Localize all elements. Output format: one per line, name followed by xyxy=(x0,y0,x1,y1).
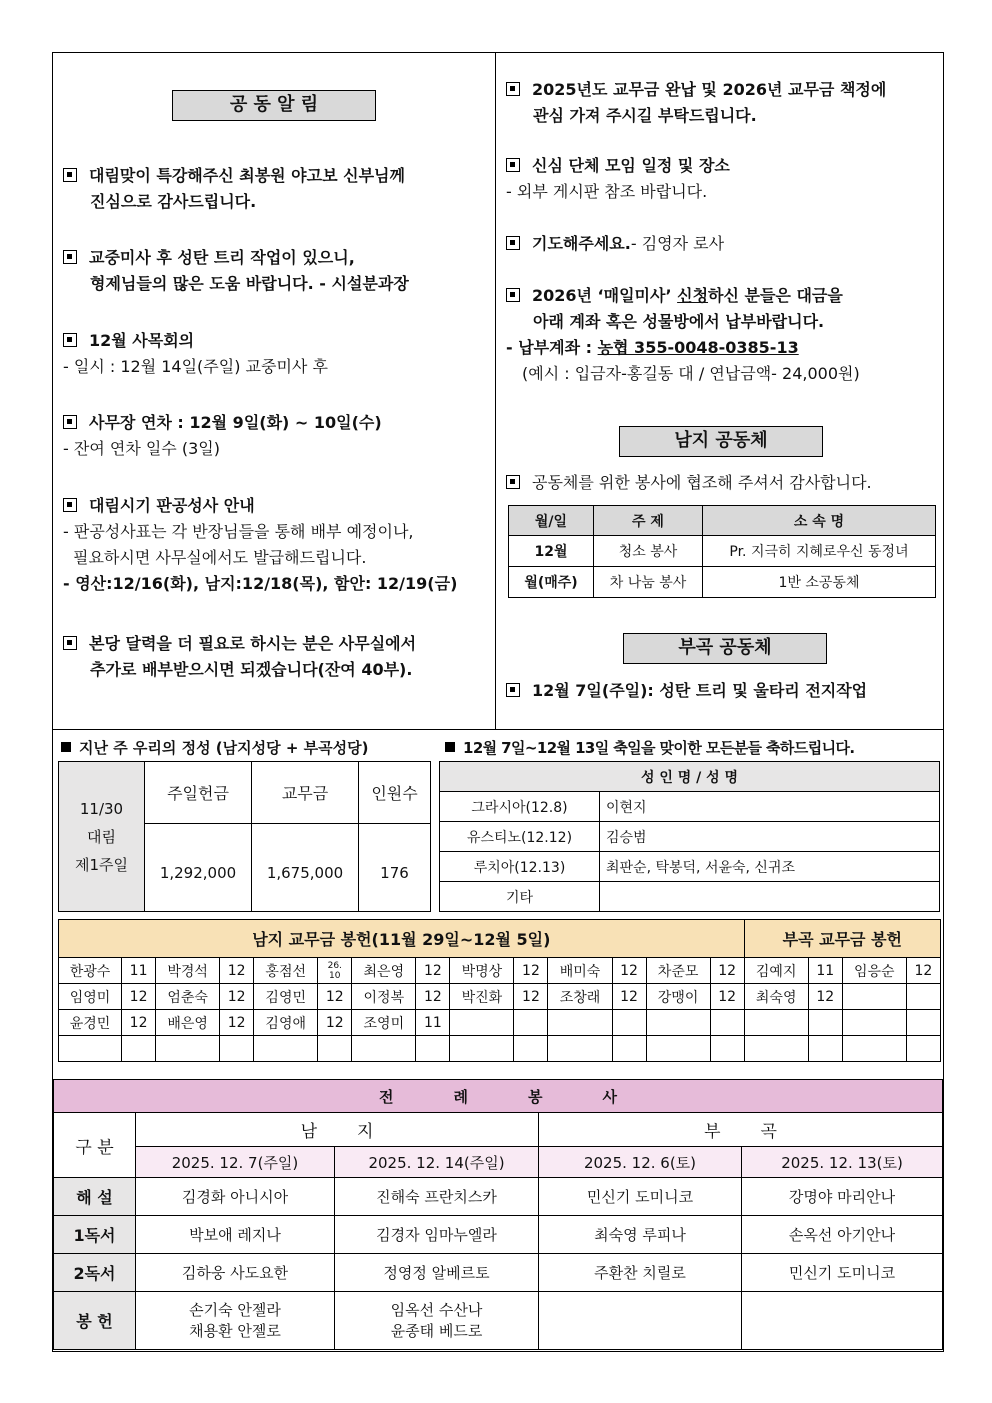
notices-left-column xyxy=(53,53,496,729)
donor-name xyxy=(156,1036,220,1062)
bullet-icon xyxy=(506,236,520,250)
donor-month: 12 xyxy=(416,958,450,984)
offering-heading: 지난 주 우리의 정성 (남지성당 + 부곡성당) xyxy=(61,737,368,758)
donor-month xyxy=(612,1010,646,1036)
donor-month: 12 xyxy=(318,1010,352,1036)
donor-name: 박진화 xyxy=(450,984,514,1010)
donor-name xyxy=(842,1010,906,1036)
bullet-icon xyxy=(63,333,77,347)
bugok-community-title: 부곡 공동체 xyxy=(623,633,827,664)
donor-month xyxy=(514,1036,548,1062)
donor-name: 조영미 xyxy=(352,1010,416,1036)
offering-date-label: 11/30 대림 제1주일 xyxy=(59,762,145,912)
donor-month: 12 xyxy=(612,984,646,1010)
table-row: 12월 청소 봉사 Pr. 지극히 지혜로우신 동정녀 xyxy=(509,536,936,567)
donor-month: 12 xyxy=(220,984,254,1010)
donor-month: 12 xyxy=(514,958,548,984)
section-divider xyxy=(53,729,943,730)
bugok-group: 부곡 xyxy=(539,1113,943,1147)
donor-name: 엄춘숙 xyxy=(156,984,220,1010)
liturgy-table: 전례봉사 구 분 남지 부곡 2025. 12. 7(주일) 2025. 12. 14(주일) 2025. 12. 6(토) 2025. 12. 13(토) 해 설 김경화 아니시아 진해숙 프란치스카 민신기 도미니코 강명야 마리안나 1독서 박보애 레지나 김경자 임마누엘라 최숙영 루피나 손옥선 아기안나 2독서 김하웅 사도요한 정영정 알베르토 주환찬 치릴로 민신기 도미니코 봉 헌 손기숙 안젤라 채용환 안젤로 임옥선 수산나 윤종태 베드로 xyxy=(53,1079,943,1350)
table-row xyxy=(59,1010,941,1036)
donor-month: 12 xyxy=(122,984,156,1010)
donor-name xyxy=(744,1010,808,1036)
bullet-icon xyxy=(506,475,520,489)
donor-name: 배미숙 xyxy=(548,958,612,984)
donor-month xyxy=(318,1036,352,1062)
donor-name: 윤경민 xyxy=(59,1010,122,1036)
bullet-icon xyxy=(63,415,77,429)
donor-name: 김예지 xyxy=(744,958,808,984)
donor-month xyxy=(906,1036,940,1062)
donor-name: 이정복 xyxy=(352,984,416,1010)
donor-month: 12 xyxy=(710,958,744,984)
donor-name xyxy=(548,1036,612,1062)
notice-dues: 2025년도 교무금 완납 및 2026년 교무금 책정에 관심 가져 주시길 부탁드립니다. xyxy=(506,77,886,129)
bullet-icon xyxy=(506,82,520,96)
donor-month: 11 xyxy=(808,958,842,984)
donor-name xyxy=(352,1036,416,1062)
sunday-offering-value: 1,292,000 xyxy=(145,824,252,912)
donor-name: 차준모 xyxy=(646,958,710,984)
notice-daily-missal: 2026년 ‘매일미사’ 신청하신 분들은 대금을 아래 계좌 혹은 성물방에서 납부바랍니다. - 납부계좌 : 농협 355-0048-0385-13 (예시 : 입금자-홍길동 대 / 연납금액- 24,000원) xyxy=(506,286,860,383)
square-bullet-icon xyxy=(61,742,71,752)
namji-community-title: 남지 공동체 xyxy=(619,426,823,457)
table-row: 그라시아(12.8) 이현지 xyxy=(440,792,940,822)
donor-name: 박명상 xyxy=(450,958,514,984)
donor-month: 11 xyxy=(122,958,156,984)
donor-month xyxy=(906,984,940,1010)
table-row: 유스티노(12.12) 김승범 xyxy=(440,822,940,852)
donor-name xyxy=(59,1036,122,1062)
donor-name: 최숙영 xyxy=(744,984,808,1010)
bullet-icon xyxy=(506,288,520,302)
common-notice-title: 공 동 알 림 xyxy=(172,90,376,121)
notice-bugok-work: 12월 7일(주일): 성탄 트리 및 울타리 전지작업 xyxy=(506,678,867,704)
donor-month xyxy=(710,1036,744,1062)
table-row: 해 설 김경화 아니시아 진해숙 프란치스카 민신기 도미니코 강명야 마리안나 xyxy=(54,1178,943,1216)
namji-dues-header: 남지 교무금 봉헌(11월 29일~12월 5일) xyxy=(59,920,745,958)
donor-month: 12 xyxy=(612,958,646,984)
table-row: 루치아(12.13) 최판순, 탁봉덕, 서윤숙, 신귀조 xyxy=(440,852,940,882)
liturgy-title: 전례봉사 xyxy=(54,1080,943,1113)
notice-namji-thanks: 공동체를 위한 봉사에 협조해 주셔서 감사합니다. xyxy=(506,470,872,496)
notice-pastoral-meeting: 12월 사목회의 - 일시 : 12월 14일(주일) 교중미사 후 xyxy=(63,331,328,376)
table-row: 기타 xyxy=(440,882,940,912)
donor-name: 임영미 xyxy=(59,984,122,1010)
donor-month: 11 xyxy=(416,1010,450,1036)
feast-heading: 12월 7일~12월 13일 축일을 맞이한 모든분들 축하드립니다. xyxy=(445,737,854,758)
donor-name: 김영민 xyxy=(254,984,318,1010)
bulletin-frame xyxy=(52,52,944,1352)
donor-month xyxy=(612,1036,646,1062)
donor-name xyxy=(842,1036,906,1062)
donor-month: 12 xyxy=(906,958,940,984)
donor-month: 12 xyxy=(710,984,744,1010)
donor-month xyxy=(906,1010,940,1036)
donor-name: 조창래 xyxy=(548,984,612,1010)
bullet-icon xyxy=(63,498,77,512)
donor-month xyxy=(416,1036,450,1062)
table-row xyxy=(59,984,941,1010)
bullet-icon xyxy=(506,158,520,172)
donor-name xyxy=(744,1036,808,1062)
donor-name: 한광수 xyxy=(59,958,122,984)
donor-month: 12 xyxy=(122,1010,156,1036)
donor-month xyxy=(122,1036,156,1062)
donor-month: 12 xyxy=(808,984,842,1010)
donor-name xyxy=(646,1036,710,1062)
donor-month xyxy=(710,1010,744,1036)
donor-month xyxy=(220,1036,254,1062)
bullet-icon xyxy=(63,168,77,182)
namji-group: 남지 xyxy=(136,1113,539,1147)
donor-name: 강맹이 xyxy=(646,984,710,1010)
notice-thanks-lecture: 대림맞이 특강해주신 최봉원 야고보 신부님께 진심으로 감사드립니다. xyxy=(63,163,405,215)
donor-name xyxy=(254,1036,318,1062)
notices-right-column xyxy=(496,53,943,729)
notice-office-leave: 사무장 연차 : 12월 9일(화) ~ 10일(수) - 잔여 연차 일수 (3일) xyxy=(63,413,382,458)
table-row: 1독서 박보애 레지나 김경자 임마누엘라 최숙영 루피나 손옥선 아기안나 xyxy=(54,1216,943,1254)
offering-table: 11/30 대림 제1주일 주일헌금 교무금 인원수 1,292,000 1,675,000 176 xyxy=(58,761,431,912)
namji-service-table: 월/일 주 제 소 속 명 12월 청소 봉사 Pr. 지극히 지혜로우신 동정녀 월(매주) 차 나눔 봉사 1반 소공동체 xyxy=(508,505,936,598)
donor-name xyxy=(842,984,906,1010)
donor-month: 26. 10 xyxy=(318,958,352,984)
notice-calendar: 본당 달력을 더 필요로 하시는 분은 사무실에서 추가로 배부받으시면 되겠습니다(잔여 40부). xyxy=(63,631,416,683)
donor-name xyxy=(450,1036,514,1062)
attendance-value: 176 xyxy=(359,824,431,912)
donor-name xyxy=(646,1010,710,1036)
donor-name: 박경석 xyxy=(156,958,220,984)
donor-month: 12 xyxy=(416,984,450,1010)
bullet-icon xyxy=(506,683,520,697)
notice-group-meetings: 신심 단체 모임 일정 및 장소 - 외부 게시판 참조 바랍니다. xyxy=(506,156,730,201)
bank-account: 농협 355-0048-0385-13 xyxy=(597,338,799,357)
donor-month: 12 xyxy=(318,984,352,1010)
donor-month: 12 xyxy=(220,1010,254,1036)
dues-table xyxy=(58,919,941,1062)
donor-month xyxy=(808,1036,842,1062)
bullet-icon xyxy=(63,636,77,650)
notice-christmas-tree: 교중미사 후 성탄 트리 작업이 있으니, 형제님들의 많은 도움 바랍니다. - 시설분과장 xyxy=(63,245,409,297)
donor-month: 12 xyxy=(220,958,254,984)
donor-name: 배은영 xyxy=(156,1010,220,1036)
donor-name: 김영애 xyxy=(254,1010,318,1036)
notice-prayer: 기도해주세요.- 김영자 로사 xyxy=(506,231,724,257)
donor-name xyxy=(548,1010,612,1036)
table-row: 월(매주) 차 나눔 봉사 1반 소공동체 xyxy=(509,567,936,598)
donor-month xyxy=(808,1010,842,1036)
donor-month xyxy=(514,1010,548,1036)
table-row: 봉 헌 손기숙 안젤라 채용환 안젤로 임옥선 수산나 윤종태 베드로 xyxy=(54,1292,943,1350)
dues-value: 1,675,000 xyxy=(252,824,359,912)
donor-month: 12 xyxy=(514,984,548,1010)
bugok-dues-header: 부곡 교무금 봉헌 xyxy=(744,920,940,958)
table-row: 2독서 김하웅 사도요한 정영정 알베르토 주환찬 치릴로 민신기 도미니코 xyxy=(54,1254,943,1292)
donor-name: 최은영 xyxy=(352,958,416,984)
table-row xyxy=(59,958,941,984)
donor-name xyxy=(450,1010,514,1036)
donor-name: 홍점선 xyxy=(254,958,318,984)
notice-confession: 대림시기 판공성사 안내 - 판공성사표는 각 반장님들을 통해 배부 예정이나, 필요하시면 사무실에서도 발급해드립니다. - 영산:12/16(화), 남지:12/18(목), 함안: 12/19(금) xyxy=(63,496,458,593)
square-bullet-icon xyxy=(445,742,455,752)
donor-name: 임응순 xyxy=(842,958,906,984)
bullet-icon xyxy=(63,250,77,264)
feast-day-table: 성 인 명 / 성 명 그라시아(12.8) 이현지 유스티노(12.12) 김승범 루치아(12.13) 최판순, 탁봉덕, 서윤숙, 신귀조 기타 xyxy=(439,761,940,912)
table-row xyxy=(59,1036,941,1062)
